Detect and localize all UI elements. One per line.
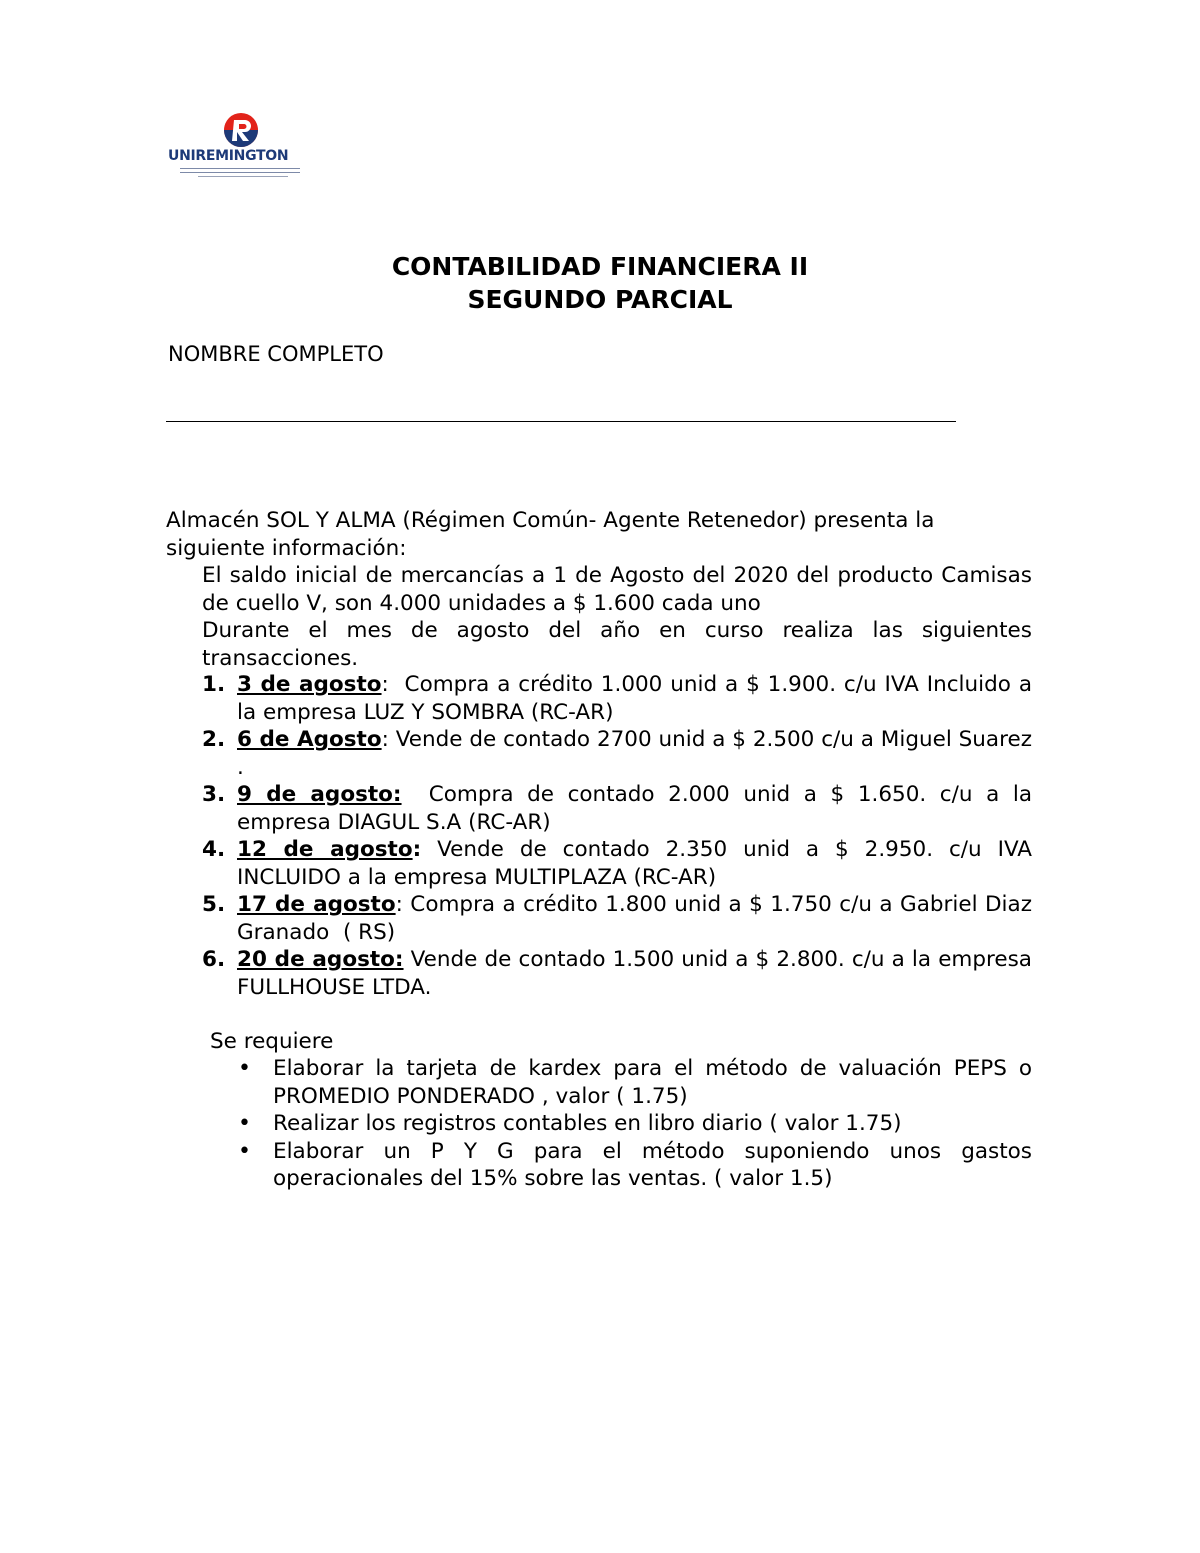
requirement-item xyxy=(166,1138,1032,1193)
transaction-text: Vende de contado 2700 unid a $ 2.500 c/u a Miguel Suarez . xyxy=(237,727,1039,780)
transaction-item xyxy=(166,671,1039,726)
requirement-item xyxy=(166,1110,1032,1138)
transaction-number: 2. xyxy=(202,727,226,752)
logo-subtitle-rule-2 xyxy=(198,176,288,177)
intro-line-2: siguiente información: xyxy=(166,535,407,561)
transaction-number: 1. xyxy=(202,672,226,697)
title-line-2: SEGUNDO PARCIAL xyxy=(467,285,733,314)
transaction-text: Compra de contado 2.000 unid a $ 1.650. c/u a la empresa DIAGUL S.A (RC-AR) xyxy=(237,782,1039,835)
intro-paragraph xyxy=(166,507,1032,562)
transaction-sep: : xyxy=(395,892,403,917)
transaction-number: 6. xyxy=(202,947,226,972)
transaction-text: Vende de contado 2.350 unid a $ 2.950. c/u IVA INCLUIDO a la empresa MULTIPLAZA (RC-AR) xyxy=(237,837,1039,890)
transactions-list xyxy=(166,671,1039,1001)
transaction-date: 6 de Agosto xyxy=(237,727,382,752)
logo-subtitle-rule xyxy=(180,168,300,173)
requirements-label: Se requiere xyxy=(210,1029,334,1054)
transaction-date: 9 de agosto: xyxy=(237,782,402,807)
transaction-date: 3 de agosto xyxy=(237,672,382,697)
transaction-date: 20 de agosto: xyxy=(237,947,404,972)
transaction-item xyxy=(166,781,1039,836)
transaction-number: 5. xyxy=(202,892,226,917)
bullet-icon: • xyxy=(238,1138,251,1164)
transaction-sep: : xyxy=(381,727,389,752)
logo-wordmark: UNIREMINGTON xyxy=(168,148,289,164)
intro-line-1: Almacén SOL Y ALMA (Régimen Común- Agente Retenedor) presenta la xyxy=(166,508,935,533)
transaction-item xyxy=(166,946,1039,1001)
transaction-item xyxy=(166,726,1039,781)
uniremington-logo xyxy=(168,112,318,182)
transaction-number: 4. xyxy=(202,837,226,862)
bullet-icon: • xyxy=(238,1111,251,1136)
transaction-sep: : xyxy=(412,837,422,862)
transaction-date: 17 de agosto xyxy=(237,892,396,917)
transaction-text: Vende de contado 1.500 unid a $ 2.800. c/u a la empresa FULLHOUSE LTDA. xyxy=(237,947,1039,1000)
saldo-paragraph xyxy=(202,562,1032,617)
transaction-number: 3. xyxy=(202,782,226,807)
requirement-text: Elaborar un P Y G para el método suponiendo unos gastos operacionales del 15% sobre las ventas. ( valor 1.5) xyxy=(273,1138,1032,1191)
saldo-text: El saldo inicial de mercancías a 1 de Agosto del 2020 del producto Camisas de cuello V, son 4.000 unidades a $ 1.600 cada uno xyxy=(202,563,1032,616)
bullet-icon: • xyxy=(238,1056,251,1081)
transaction-item xyxy=(166,836,1039,891)
name-blank-line[interactable] xyxy=(166,421,956,422)
transaction-sep: : xyxy=(381,672,389,697)
requirement-text: Elaborar la tarjeta de kardex para el método de valuación PEPS o PROMEDIO PONDERADO , valor ( 1.75) xyxy=(273,1056,1032,1109)
requirements-list xyxy=(166,1055,1032,1193)
transaction-text: Compra a crédito 1.800 unid a $ 1.750 c/u a Gabriel Diaz Granado ( RS) xyxy=(237,892,1039,945)
uniremington-r-logo-icon xyxy=(218,112,264,148)
name-label: NOMBRE COMPLETO xyxy=(168,342,384,366)
title-line-1: CONTABILIDAD FINANCIERA II xyxy=(391,252,809,281)
transaction-text: Compra a crédito 1.000 unid a $ 1.900. c/u IVA Incluido a la empresa LUZ Y SOMBRA (RC-AR) xyxy=(237,672,1039,725)
transaction-item xyxy=(166,891,1039,946)
requirement-item xyxy=(166,1055,1032,1110)
exam-title xyxy=(0,250,1200,316)
requirement-text: Realizar los registros contables en libro diario ( valor 1.75) xyxy=(273,1111,902,1136)
transaction-date: 12 de agosto xyxy=(237,837,413,862)
durante-paragraph xyxy=(202,617,1032,672)
durante-text: Durante el mes de agosto del año en curso realiza las siguientes transacciones. xyxy=(202,618,1032,671)
